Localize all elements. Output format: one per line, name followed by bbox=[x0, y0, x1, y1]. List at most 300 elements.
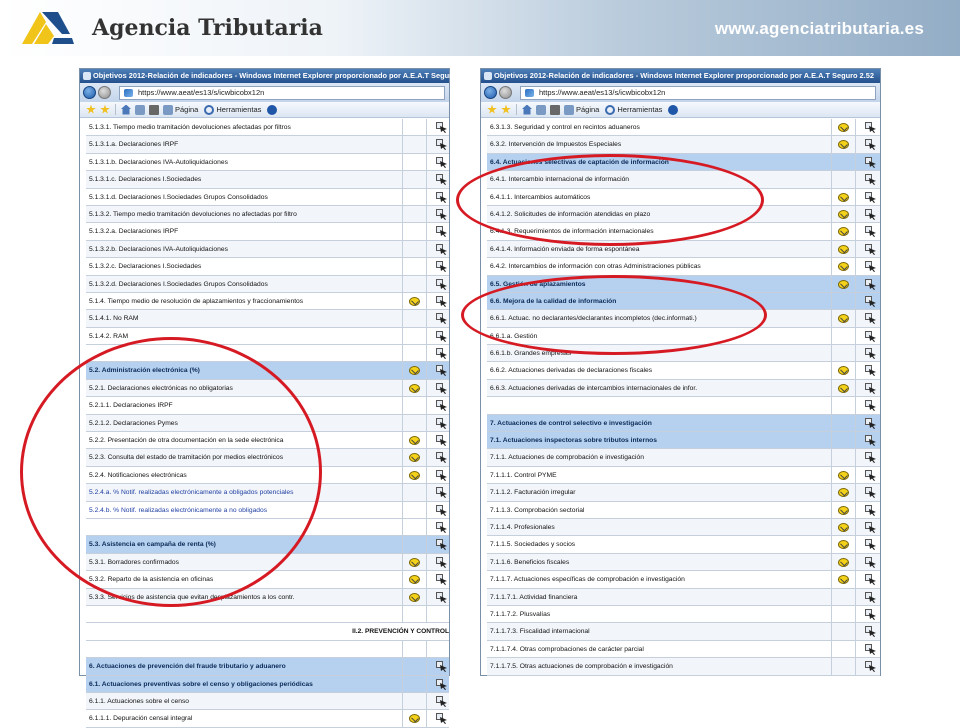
indicator-label: 7.1.1.7.1. Actividad financiera bbox=[490, 593, 578, 601]
status-cell bbox=[831, 623, 855, 639]
status-cell bbox=[831, 310, 855, 326]
action-cell bbox=[855, 571, 888, 587]
action-cell bbox=[426, 241, 456, 257]
indicator-label: 5.3.1. Borradores confirmados bbox=[89, 558, 179, 566]
indicator-label: 6.3.1.3. Seguridad y control en recintos aduaneros bbox=[490, 124, 640, 131]
detail-arrow-icon[interactable] bbox=[436, 192, 448, 203]
help-icon[interactable] bbox=[668, 105, 678, 115]
indicator-label: 5.1.3.1.a. Declaraciones IRPF bbox=[89, 141, 179, 149]
check-icon bbox=[838, 471, 849, 480]
indicator-label: 7.1.1.4. Profesionales bbox=[490, 523, 555, 531]
detail-arrow-icon[interactable] bbox=[436, 400, 448, 411]
table-row[interactable] bbox=[487, 136, 880, 153]
detail-arrow-icon[interactable] bbox=[436, 418, 448, 429]
detail-arrow-icon[interactable] bbox=[436, 174, 448, 185]
check-icon bbox=[838, 245, 849, 254]
detail-arrow-icon[interactable] bbox=[436, 435, 448, 446]
add-favorites-icon[interactable] bbox=[501, 105, 511, 115]
indicator-label: II.2. PREVENCIÓN Y CONTROL bbox=[352, 628, 449, 636]
status-cell bbox=[831, 571, 855, 587]
action-cell bbox=[426, 502, 456, 518]
table-row[interactable] bbox=[487, 119, 880, 136]
action-cell bbox=[426, 415, 456, 431]
action-cell bbox=[426, 641, 456, 657]
table-row[interactable] bbox=[86, 328, 449, 345]
table-row[interactable] bbox=[86, 449, 449, 466]
table-row[interactable] bbox=[86, 502, 449, 519]
table-row[interactable] bbox=[487, 189, 880, 206]
action-cell bbox=[426, 119, 456, 135]
status-cell bbox=[831, 258, 855, 274]
page-menu[interactable]: Página bbox=[175, 105, 199, 114]
favorites-star-icon[interactable] bbox=[487, 105, 497, 115]
address-input[interactable]: https://www.aeat/es13/s/icwbicobx12n bbox=[520, 86, 876, 100]
action-cell bbox=[855, 362, 888, 378]
tools-gear-icon bbox=[605, 105, 615, 115]
separator bbox=[115, 104, 116, 115]
page-menu[interactable]: Página bbox=[576, 105, 600, 114]
status-cell bbox=[402, 171, 426, 187]
detail-arrow-icon[interactable] bbox=[436, 383, 448, 394]
check-icon bbox=[838, 262, 849, 271]
detail-arrow-icon[interactable] bbox=[865, 470, 877, 481]
table-row[interactable] bbox=[86, 258, 449, 275]
status-cell bbox=[831, 397, 855, 413]
status-cell bbox=[402, 676, 426, 692]
table-row[interactable] bbox=[487, 223, 880, 240]
indicator-label: 5.1.4.2. RAM bbox=[89, 332, 129, 340]
action-cell bbox=[855, 345, 888, 361]
table-row[interactable] bbox=[86, 380, 449, 397]
tools-gear-icon bbox=[204, 105, 214, 115]
detail-arrow-icon[interactable] bbox=[436, 313, 448, 324]
home-icon[interactable] bbox=[121, 105, 131, 115]
status-cell bbox=[402, 449, 426, 465]
indicator-label: 6.6.1.b. Grandes empresas bbox=[490, 350, 572, 358]
status-cell bbox=[831, 136, 855, 152]
status-cell bbox=[831, 606, 855, 622]
action-cell bbox=[426, 606, 456, 622]
address-bar bbox=[80, 83, 449, 102]
action-cell bbox=[855, 328, 888, 344]
indicator-label: 5.1.4. Tiempo medio de resolución de aplazamientos y fraccionamientos bbox=[89, 297, 304, 305]
indicator-label: 6.6.2. Actuaciones derivadas de declaraciones fiscales bbox=[490, 367, 653, 375]
status-cell bbox=[831, 189, 855, 205]
table-section-row[interactable] bbox=[86, 676, 449, 693]
detail-arrow-icon[interactable] bbox=[436, 365, 448, 376]
indicator-label: 6.1.1. Actuaciones sobre el censo bbox=[89, 697, 190, 705]
detail-arrow-icon[interactable] bbox=[436, 505, 448, 516]
detail-arrow-icon[interactable] bbox=[436, 592, 448, 603]
detail-arrow-icon[interactable] bbox=[865, 626, 877, 637]
table-row[interactable] bbox=[86, 589, 449, 606]
check-icon bbox=[409, 297, 420, 306]
status-cell bbox=[402, 380, 426, 396]
indicator-label: 5.2.1.2. Declaraciones Pymes bbox=[89, 419, 178, 427]
table-row[interactable] bbox=[487, 380, 880, 397]
table-section-row[interactable] bbox=[86, 536, 449, 553]
indicator-label: 5.1.3.1.b. Declaraciones IVA-Autoliquidaciones bbox=[89, 158, 228, 166]
table-row[interactable] bbox=[487, 345, 880, 362]
status-cell bbox=[402, 641, 426, 657]
status-cell bbox=[831, 328, 855, 344]
table-row[interactable] bbox=[86, 293, 449, 310]
indicator-label: 6.4.2. Intercambios de información con otras Administraciones públicas bbox=[490, 263, 701, 271]
detail-arrow-icon[interactable] bbox=[436, 296, 448, 307]
action-cell bbox=[855, 397, 888, 413]
status-cell bbox=[831, 502, 855, 518]
table-row[interactable] bbox=[487, 519, 880, 536]
detail-arrow-icon[interactable] bbox=[865, 279, 877, 290]
table-row[interactable] bbox=[86, 241, 449, 258]
tools-menu[interactable]: Herramientas bbox=[216, 105, 262, 114]
detail-arrow-icon[interactable] bbox=[865, 192, 877, 203]
detail-arrow-icon[interactable] bbox=[865, 383, 877, 394]
action-cell bbox=[426, 589, 456, 605]
table-row[interactable] bbox=[487, 571, 880, 588]
table-row[interactable] bbox=[86, 415, 449, 432]
table-row[interactable] bbox=[487, 641, 880, 658]
status-cell bbox=[402, 554, 426, 570]
detail-arrow-icon[interactable] bbox=[436, 557, 448, 568]
detail-arrow-icon[interactable] bbox=[865, 226, 877, 237]
indicator-label: 6.1.1.1. Depuración censal integral bbox=[89, 715, 193, 723]
detail-arrow-icon[interactable] bbox=[436, 226, 448, 237]
table-row[interactable] bbox=[86, 484, 449, 501]
table-row[interactable] bbox=[86, 206, 449, 223]
table-row[interactable] bbox=[86, 154, 449, 171]
detail-arrow-icon[interactable] bbox=[436, 679, 448, 690]
forward-icon[interactable] bbox=[98, 86, 111, 99]
indicator-label: 5.2.1.1. Declaraciones IRPF bbox=[89, 402, 173, 410]
feeds-icon[interactable] bbox=[536, 105, 546, 115]
detail-arrow-icon[interactable] bbox=[865, 574, 877, 585]
status-cell bbox=[402, 328, 426, 344]
action-cell bbox=[426, 693, 456, 709]
detail-arrow-icon[interactable] bbox=[436, 522, 448, 533]
table-section-row[interactable] bbox=[86, 362, 449, 379]
indicator-label[interactable]: 5.2.4.b. % Notif. realizadas electrónicamente a no obligados bbox=[89, 506, 268, 514]
detail-arrow-icon[interactable] bbox=[865, 365, 877, 376]
detail-arrow-icon[interactable] bbox=[436, 261, 448, 272]
table-row[interactable] bbox=[86, 554, 449, 571]
forward-icon[interactable] bbox=[499, 86, 512, 99]
status-cell bbox=[402, 658, 426, 674]
table-row[interactable] bbox=[86, 397, 449, 414]
table-section-row[interactable] bbox=[487, 432, 880, 449]
brand-title: Agencia Tributaria bbox=[92, 15, 323, 41]
detail-arrow-icon[interactable] bbox=[436, 696, 448, 707]
detail-arrow-icon[interactable] bbox=[436, 574, 448, 585]
detail-arrow-icon[interactable] bbox=[865, 244, 877, 255]
status-cell bbox=[402, 119, 426, 135]
status-cell bbox=[831, 293, 855, 309]
indicator-label: 5.1.3.1. Tiempo medio tramitación devoluciones afectadas por filtros bbox=[89, 124, 291, 131]
table-row[interactable] bbox=[86, 432, 449, 449]
table-row[interactable] bbox=[487, 606, 880, 623]
detail-arrow-icon[interactable] bbox=[865, 505, 877, 516]
help-icon[interactable] bbox=[267, 105, 277, 115]
detail-arrow-icon[interactable] bbox=[436, 331, 448, 342]
action-cell bbox=[426, 432, 456, 448]
detail-arrow-icon[interactable] bbox=[865, 539, 877, 550]
table-row[interactable] bbox=[487, 536, 880, 553]
indicator-table-right bbox=[487, 119, 880, 675]
table-row[interactable] bbox=[487, 484, 880, 501]
detail-arrow-icon[interactable] bbox=[436, 539, 448, 550]
table-row[interactable] bbox=[487, 397, 880, 414]
action-cell bbox=[855, 258, 888, 274]
indicator-label: 7.1.1.5. Sociedades y socios bbox=[490, 541, 576, 549]
table-row[interactable] bbox=[487, 206, 880, 223]
table-row[interactable] bbox=[487, 328, 880, 345]
indicator-label: 5.1.3.1.d. Declaraciones I.Sociedades Grupos Consolidados bbox=[89, 193, 268, 201]
detail-arrow-icon[interactable] bbox=[436, 452, 448, 463]
indicator-label: 5.3.3. Servicios de asistencia que evitan desplazamientos a los contr. bbox=[89, 593, 295, 601]
table-row[interactable] bbox=[86, 119, 449, 136]
check-icon bbox=[838, 488, 849, 497]
action-cell bbox=[855, 310, 888, 326]
detail-arrow-icon[interactable] bbox=[865, 122, 877, 133]
table-row[interactable] bbox=[487, 554, 880, 571]
table-row[interactable] bbox=[487, 589, 880, 606]
indicator-label: 7.1.1.7.3. Fiscalidad internacional bbox=[490, 628, 590, 636]
indicator-label: 5.2. Administración electrónica (%) bbox=[89, 367, 200, 375]
indicator-label: 7.1. Actuaciones inspectoras sobre tributos internos bbox=[490, 437, 657, 445]
check-icon bbox=[838, 575, 849, 584]
detail-arrow-icon[interactable] bbox=[865, 435, 877, 446]
detail-arrow-icon[interactable] bbox=[865, 400, 877, 411]
check-icon bbox=[409, 384, 420, 393]
action-cell bbox=[855, 536, 888, 552]
detail-arrow-icon[interactable] bbox=[436, 122, 448, 133]
home-icon[interactable] bbox=[522, 105, 532, 115]
detail-arrow-icon[interactable] bbox=[865, 331, 877, 342]
indicator-label: 5.3.2. Reparto de la asistencia en oficinas bbox=[89, 576, 214, 584]
table-row[interactable] bbox=[86, 571, 449, 588]
detail-arrow-icon[interactable] bbox=[865, 487, 877, 498]
action-cell bbox=[855, 136, 888, 152]
status-cell bbox=[831, 119, 855, 135]
check-icon bbox=[838, 280, 849, 289]
detail-arrow-icon[interactable] bbox=[865, 157, 877, 168]
indicator-label: 5.2.3. Consulta del estado de tramitación por medios electrónicos bbox=[89, 454, 284, 462]
detail-arrow-icon[interactable] bbox=[865, 661, 877, 672]
window-title: Objetivos 2012-Relación de indicadores - Windows Internet Explorer proporcionado por A.E.A.T Seguro 2.52 bbox=[80, 69, 449, 83]
status-cell bbox=[402, 362, 426, 378]
status-cell bbox=[402, 136, 426, 152]
status-cell bbox=[831, 223, 855, 239]
detail-arrow-icon[interactable] bbox=[865, 452, 877, 463]
indicator-label: 6.4. Actuaciones selectivas de captación de información bbox=[490, 158, 669, 166]
print-icon[interactable] bbox=[550, 105, 560, 115]
feeds-icon[interactable] bbox=[135, 105, 145, 115]
detail-arrow-icon[interactable] bbox=[865, 644, 877, 655]
indicator-label[interactable]: 5.2.4.a. % Notif. realizadas electrónicamente a obligados potenciales bbox=[89, 489, 294, 497]
action-cell bbox=[855, 293, 888, 309]
table-section-row[interactable] bbox=[86, 658, 449, 675]
indicator-label: 5.1.3.2.a. Declaraciones IRPF bbox=[89, 228, 179, 236]
table-area-heading[interactable] bbox=[86, 623, 449, 640]
indicator-label: 5.1.3.2.c. Declaraciones I.Sociedades bbox=[89, 263, 202, 271]
detail-arrow-icon[interactable] bbox=[436, 713, 448, 724]
status-cell bbox=[831, 554, 855, 570]
action-cell bbox=[426, 710, 456, 726]
address-input[interactable]: https://www.aeat/es13/s/icwbicobx12n bbox=[119, 86, 445, 100]
action-cell bbox=[426, 571, 456, 587]
table-row[interactable] bbox=[86, 345, 449, 362]
table-row[interactable] bbox=[86, 171, 449, 188]
table-row[interactable] bbox=[487, 658, 880, 675]
table-row[interactable] bbox=[86, 276, 449, 293]
window-title: Objetivos 2012-Relación de indicadores - Windows Internet Explorer proporcionado por A.E.A.T Seguro 2.52 bbox=[481, 69, 880, 83]
action-cell bbox=[855, 467, 888, 483]
detail-arrow-icon[interactable] bbox=[865, 348, 877, 359]
indicator-label: 7.1.1.6. Beneficios fiscales bbox=[490, 558, 570, 566]
indicator-label: 6.4.1.2. Solicitudes de información atendidas en plazo bbox=[490, 210, 651, 218]
check-icon bbox=[409, 453, 420, 462]
detail-arrow-icon[interactable] bbox=[436, 279, 448, 290]
action-cell bbox=[855, 658, 888, 674]
back-icon[interactable] bbox=[484, 86, 497, 99]
table-row[interactable] bbox=[86, 310, 449, 327]
status-cell bbox=[831, 536, 855, 552]
indicator-label: 6.4.1.3. Requerimientos de información internacionales bbox=[490, 228, 654, 236]
status-cell bbox=[402, 310, 426, 326]
detail-arrow-icon[interactable] bbox=[436, 661, 448, 672]
table-row[interactable] bbox=[86, 693, 449, 710]
print-icon[interactable] bbox=[149, 105, 159, 115]
action-cell bbox=[426, 658, 456, 674]
indicator-label: 5.1.3.2.d. Declaraciones I.Sociedades Grupos Consolidados bbox=[89, 280, 268, 288]
action-cell bbox=[855, 276, 888, 292]
table-row[interactable] bbox=[487, 310, 880, 327]
table-row[interactable] bbox=[487, 502, 880, 519]
detail-arrow-icon[interactable] bbox=[865, 592, 877, 603]
action-cell bbox=[426, 449, 456, 465]
action-cell bbox=[855, 119, 888, 135]
action-cell bbox=[855, 154, 888, 170]
table-section-row[interactable] bbox=[487, 276, 880, 293]
detail-arrow-icon[interactable] bbox=[865, 609, 877, 620]
action-cell bbox=[426, 380, 456, 396]
check-icon bbox=[409, 575, 420, 584]
indicator-label: 5.1.3.2.b. Declaraciones IVA-Autoliquidaciones bbox=[89, 245, 228, 253]
action-cell bbox=[426, 293, 456, 309]
favorites-star-icon[interactable] bbox=[86, 105, 96, 115]
check-icon bbox=[409, 714, 420, 723]
table-row[interactable] bbox=[487, 241, 880, 258]
status-cell bbox=[831, 206, 855, 222]
indicator-label: 5.3. Asistencia en campaña de renta (%) bbox=[89, 541, 216, 549]
action-cell bbox=[426, 171, 456, 187]
table-row[interactable] bbox=[86, 136, 449, 153]
detail-arrow-icon[interactable] bbox=[436, 470, 448, 481]
detail-arrow-icon[interactable] bbox=[865, 174, 877, 185]
action-cell bbox=[426, 223, 456, 239]
detail-arrow-icon[interactable] bbox=[436, 244, 448, 255]
table-row[interactable] bbox=[487, 449, 880, 466]
detail-arrow-icon[interactable] bbox=[436, 209, 448, 220]
detail-arrow-icon[interactable] bbox=[436, 139, 448, 150]
detail-arrow-icon[interactable] bbox=[865, 261, 877, 272]
check-icon bbox=[838, 193, 849, 202]
indicator-label: 5.1.4.1. No RAM bbox=[89, 315, 139, 323]
action-cell bbox=[426, 189, 456, 205]
site-header bbox=[0, 0, 960, 56]
detail-arrow-icon[interactable] bbox=[865, 139, 877, 150]
add-favorites-icon[interactable] bbox=[100, 105, 110, 115]
status-cell bbox=[402, 345, 426, 361]
detail-arrow-icon[interactable] bbox=[865, 522, 877, 533]
check-icon bbox=[838, 384, 849, 393]
table-section-row[interactable] bbox=[487, 415, 880, 432]
action-cell bbox=[855, 519, 888, 535]
action-cell bbox=[426, 676, 456, 692]
indicator-label: 7.1.1. Actuaciones de comprobación e investigación bbox=[490, 454, 644, 462]
table-row[interactable] bbox=[86, 189, 449, 206]
detail-arrow-icon[interactable] bbox=[865, 418, 877, 429]
status-cell bbox=[402, 415, 426, 431]
table-row[interactable] bbox=[487, 171, 880, 188]
check-icon bbox=[838, 210, 849, 219]
table-row[interactable] bbox=[487, 467, 880, 484]
indicator-label: 7.1.1.2. Facturación irregular bbox=[490, 489, 576, 497]
table-row[interactable] bbox=[487, 258, 880, 275]
indicator-label: 6.6.1.a. Gestión bbox=[490, 332, 538, 340]
action-cell bbox=[855, 641, 888, 657]
table-row[interactable] bbox=[86, 519, 449, 536]
indicator-label: 5.1.3.1.c. Declaraciones I.Sociedades bbox=[89, 176, 202, 184]
detail-arrow-icon[interactable] bbox=[865, 557, 877, 568]
table-row[interactable] bbox=[487, 623, 880, 640]
table-row[interactable] bbox=[86, 223, 449, 240]
status-cell bbox=[831, 658, 855, 674]
back-icon[interactable] bbox=[83, 86, 96, 99]
indicator-label: 6. Actuaciones de prevención del fraude tributario y aduanero bbox=[89, 663, 286, 671]
table-row[interactable] bbox=[86, 710, 449, 727]
table-row[interactable] bbox=[487, 362, 880, 379]
detail-arrow-icon[interactable] bbox=[436, 157, 448, 168]
status-cell bbox=[402, 223, 426, 239]
table-row[interactable] bbox=[86, 467, 449, 484]
indicator-table-left bbox=[86, 119, 449, 723]
indicator-label: 5.2.2. Presentación de otra documentación en la sede electrónica bbox=[89, 437, 284, 445]
detail-arrow-icon[interactable] bbox=[865, 209, 877, 220]
check-icon bbox=[838, 314, 849, 323]
detail-arrow-icon[interactable] bbox=[436, 348, 448, 359]
table-row[interactable] bbox=[86, 641, 449, 658]
detail-arrow-icon[interactable] bbox=[436, 487, 448, 498]
detail-arrow-icon[interactable] bbox=[865, 296, 877, 307]
check-icon bbox=[409, 366, 420, 375]
status-cell bbox=[402, 432, 426, 448]
status-cell bbox=[402, 189, 426, 205]
table-row[interactable] bbox=[86, 606, 449, 623]
indicator-label: 7.1.1.1. Control PYME bbox=[490, 471, 557, 479]
indicator-label: 6.4.1.1. Intercambios automáticos bbox=[490, 193, 591, 201]
indicator-label: 7.1.1.7.2. Plusvalías bbox=[490, 610, 551, 618]
status-cell bbox=[402, 467, 426, 483]
action-cell bbox=[855, 415, 888, 431]
table-section-row[interactable] bbox=[487, 154, 880, 171]
table-section-row[interactable] bbox=[487, 293, 880, 310]
tools-menu[interactable]: Herramientas bbox=[617, 105, 663, 114]
status-cell bbox=[831, 467, 855, 483]
detail-arrow-icon[interactable] bbox=[865, 313, 877, 324]
status-cell bbox=[831, 380, 855, 396]
page-icon bbox=[564, 105, 574, 115]
